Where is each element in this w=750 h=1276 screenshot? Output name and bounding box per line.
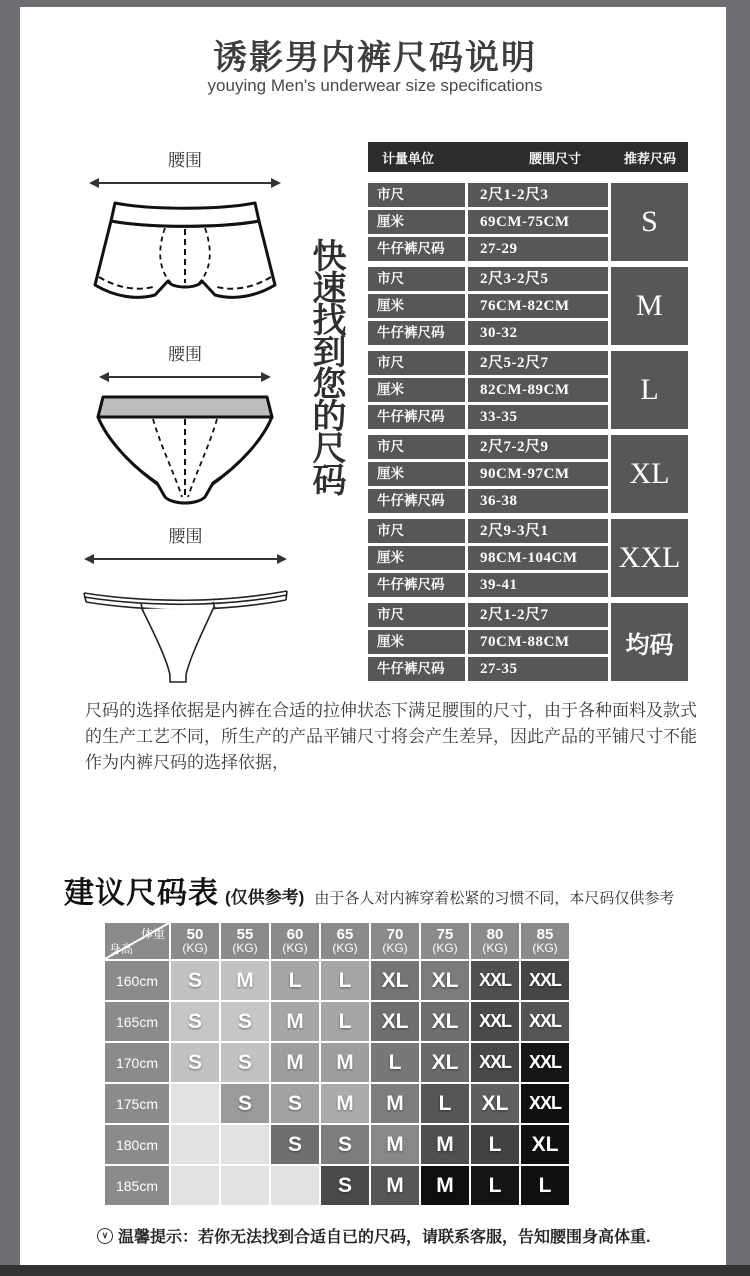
waist-value-cell: 2尺5-2尺7 bbox=[468, 351, 608, 375]
boxer-diagram bbox=[85, 146, 285, 313]
weight-value: 50 bbox=[186, 926, 204, 943]
size-grid-cell: L bbox=[521, 1166, 569, 1205]
size-grid-cell-empty bbox=[271, 1166, 319, 1205]
weight-unit: (KG) bbox=[482, 941, 508, 955]
vertical-slogan: 快速找到您的尺码 bbox=[307, 238, 344, 494]
size-grid-cell: M bbox=[371, 1125, 419, 1164]
size-grid-cell: S bbox=[171, 961, 219, 1000]
thong-diagram bbox=[78, 522, 293, 689]
briefs-diagram bbox=[85, 340, 285, 517]
weight-header-cell bbox=[371, 923, 419, 959]
weight-unit: (KG) bbox=[382, 941, 408, 955]
size-grid-cell: L bbox=[471, 1166, 519, 1205]
unit-label-cell: 市尺 bbox=[368, 603, 465, 627]
size-grid-cell: S bbox=[171, 1002, 219, 1041]
waist-value-cell: 27-29 bbox=[468, 237, 608, 261]
size-table-body bbox=[368, 183, 688, 681]
page-title: 诱影男内裤尺码说明 bbox=[213, 39, 537, 77]
weight-value: 70 bbox=[386, 926, 404, 943]
col-header-unit: 计量单位 bbox=[382, 150, 435, 166]
weight-value: 60 bbox=[286, 926, 304, 943]
weight-value: 80 bbox=[486, 926, 504, 943]
size-grid-cell: L bbox=[371, 1043, 419, 1082]
size-grid-cell: XL bbox=[421, 961, 469, 1000]
size-grid-cell-empty bbox=[221, 1166, 269, 1205]
weight-unit: (KG) bbox=[432, 941, 458, 955]
size-grid-cell: L bbox=[471, 1125, 519, 1164]
size-grid-cell: XXL bbox=[521, 1043, 569, 1082]
unit-label-cell: 市尺 bbox=[368, 351, 465, 375]
size-grid-cell: L bbox=[321, 1002, 369, 1041]
tip-row bbox=[97, 1224, 650, 1247]
weight-header-cell bbox=[171, 923, 219, 959]
weight-unit: (KG) bbox=[182, 941, 208, 955]
size-grid-cell: S bbox=[171, 1043, 219, 1082]
grid-row bbox=[105, 1043, 571, 1082]
size-grid-cell: XL bbox=[371, 1002, 419, 1041]
grid-corner-cell bbox=[105, 923, 169, 959]
waist-value-cell: 98CM-104CM bbox=[468, 546, 608, 570]
weight-header-cell bbox=[521, 923, 569, 959]
recommended-size-cell: M bbox=[611, 267, 688, 345]
suggestion-heading bbox=[64, 868, 674, 912]
size-grid-cell: S bbox=[221, 1084, 269, 1123]
unit-label-cell: 牛仔裤尺码 bbox=[368, 573, 465, 597]
weight-value: 75 bbox=[436, 926, 454, 943]
waist-value-cell: 2尺1-2尺7 bbox=[468, 603, 608, 627]
waist-value-cell: 36-38 bbox=[468, 489, 608, 513]
size-grid-cell: XXL bbox=[471, 961, 519, 1000]
frame-bottom-bar bbox=[0, 1265, 750, 1276]
boxer-sketch-icon bbox=[85, 173, 285, 313]
size-grid-cell: S bbox=[271, 1084, 319, 1123]
recommended-size-cell: 均码 bbox=[611, 603, 688, 681]
size-grid-cell: M bbox=[421, 1125, 469, 1164]
note-paragraph: 尺码的选择依据是内裤在合适的拉伸状态下满足腰围的尺寸，由于各种面料及款式的生产工艺不同，所生产的产品平铺尺寸将会产生差异，因此产品的平铺尺寸不能作为内裤尺码的选择依据， bbox=[85, 701, 697, 772]
grid-row bbox=[105, 1002, 571, 1041]
waist-label: 腰围 bbox=[168, 527, 203, 546]
size-grid-cell: XL bbox=[421, 1002, 469, 1041]
size-table bbox=[368, 142, 688, 687]
height-header-cell: 160cm bbox=[105, 961, 169, 1000]
unit-label-cell: 牛仔裤尺码 bbox=[368, 489, 465, 513]
recommended-size-cell: S bbox=[611, 183, 688, 261]
size-grid-cell-empty bbox=[171, 1125, 219, 1164]
size-grid-cell: S bbox=[321, 1166, 369, 1205]
waist-value-cell: 70CM-88CM bbox=[468, 630, 608, 654]
unit-label-cell: 厘米 bbox=[368, 378, 465, 402]
size-grid-cell: M bbox=[421, 1166, 469, 1205]
waist-value-cell: 69CM-75CM bbox=[468, 210, 608, 234]
frame-top-bar bbox=[0, 0, 750, 7]
waist-value-cell: 2尺1-2尺3 bbox=[468, 183, 608, 207]
grid-header-row bbox=[105, 923, 571, 959]
waist-label: 腰围 bbox=[168, 345, 202, 364]
size-grid-cell: M bbox=[371, 1084, 419, 1123]
recommended-size-cell: XXL bbox=[611, 519, 688, 597]
unit-label-cell: 牛仔裤尺码 bbox=[368, 405, 465, 429]
unit-label-cell: 厘米 bbox=[368, 210, 465, 234]
height-header-cell: 185cm bbox=[105, 1166, 169, 1205]
suggestion-grid bbox=[105, 923, 571, 1207]
col-header-size: 推荐尺码 bbox=[623, 150, 676, 166]
unit-label-cell: 牛仔裤尺码 bbox=[368, 321, 465, 345]
size-group bbox=[368, 519, 688, 597]
unit-label-cell: 厘米 bbox=[368, 546, 465, 570]
grid-row bbox=[105, 1084, 571, 1123]
size-grid-cell-empty bbox=[171, 1166, 219, 1205]
briefs-sketch-icon bbox=[85, 367, 285, 517]
page-subtitle: youying Men's underwear size specifications bbox=[207, 76, 543, 95]
size-group bbox=[368, 435, 688, 513]
waist-value-cell: 27-35 bbox=[468, 657, 608, 681]
size-grid-cell: M bbox=[321, 1043, 369, 1082]
waist-value-cell: 2尺7-2尺9 bbox=[468, 435, 608, 459]
size-grid-cell: M bbox=[321, 1084, 369, 1123]
height-header-cell: 180cm bbox=[105, 1125, 169, 1164]
size-grid-cell: M bbox=[271, 1002, 319, 1041]
thong-sketch-icon bbox=[78, 549, 293, 689]
size-grid-cell: XXL bbox=[521, 1084, 569, 1123]
size-grid-cell: S bbox=[271, 1125, 319, 1164]
weight-unit: (KG) bbox=[232, 941, 258, 955]
corner-height-label: 身高 bbox=[109, 942, 134, 956]
tip-text: 温馨提示：若你无法找到合适自已的尺码，请联系客服，告知腰围身高体重. bbox=[118, 1229, 651, 1246]
frame-right-bar bbox=[726, 0, 750, 1265]
size-table-header bbox=[368, 142, 688, 172]
weight-value: 55 bbox=[236, 926, 254, 943]
frame-left-bar bbox=[0, 0, 20, 1265]
size-grid-cell: L bbox=[321, 961, 369, 1000]
height-header-cell: 170cm bbox=[105, 1043, 169, 1082]
suggestion-title-note: (仅供参考) bbox=[225, 888, 305, 907]
waist-label: 腰围 bbox=[168, 151, 202, 170]
waist-value-cell: 2尺3-2尺5 bbox=[468, 267, 608, 291]
size-grid-cell: L bbox=[271, 961, 319, 1000]
weight-header-cell bbox=[221, 923, 269, 959]
size-grid-cell: XL bbox=[421, 1043, 469, 1082]
weight-header-cells bbox=[171, 923, 571, 959]
size-group bbox=[368, 351, 688, 429]
waist-value-cell: 90CM-97CM bbox=[468, 462, 608, 486]
size-grid-cell: XXL bbox=[471, 1002, 519, 1041]
weight-value: 85 bbox=[536, 926, 554, 943]
weight-header-cell bbox=[471, 923, 519, 959]
size-grid-cell: XL bbox=[371, 961, 419, 1000]
size-grid-cell-empty bbox=[171, 1084, 219, 1123]
size-grid-cell: XXL bbox=[521, 1002, 569, 1041]
size-grid-cell: S bbox=[221, 1002, 269, 1041]
size-group bbox=[368, 603, 688, 681]
waist-value-cell: 82CM-89CM bbox=[468, 378, 608, 402]
recommended-size-cell: XL bbox=[611, 435, 688, 513]
waist-value-cell: 33-35 bbox=[468, 405, 608, 429]
waist-value-cell: 76CM-82CM bbox=[468, 294, 608, 318]
waist-value-cell: 30-32 bbox=[468, 321, 608, 345]
height-header-cell: 175cm bbox=[105, 1084, 169, 1123]
unit-label-cell: 牛仔裤尺码 bbox=[368, 657, 465, 681]
unit-label-cell: 厘米 bbox=[368, 294, 465, 318]
weight-header-cell bbox=[321, 923, 369, 959]
unit-label-cell: 厘米 bbox=[368, 630, 465, 654]
size-group bbox=[368, 267, 688, 345]
size-grid-cell: XL bbox=[471, 1084, 519, 1123]
weight-header-cell bbox=[271, 923, 319, 959]
size-grid-cell: S bbox=[321, 1125, 369, 1164]
col-header-waist: 腰围尺寸 bbox=[528, 150, 581, 166]
weight-header-cell bbox=[421, 923, 469, 959]
unit-label-cell: 市尺 bbox=[368, 519, 465, 543]
unit-label-cell: 牛仔裤尺码 bbox=[368, 237, 465, 261]
size-grid-cell: XL bbox=[521, 1125, 569, 1164]
unit-label-cell: 市尺 bbox=[368, 435, 465, 459]
size-grid-cell: S bbox=[221, 1043, 269, 1082]
grid-row bbox=[105, 1125, 571, 1164]
weight-unit: (KG) bbox=[532, 941, 558, 955]
suggestion-title: 建议尺码表 bbox=[64, 877, 219, 910]
recommended-size-cell: L bbox=[611, 351, 688, 429]
weight-value: 65 bbox=[336, 926, 354, 943]
unit-label-cell: 市尺 bbox=[368, 183, 465, 207]
waist-value-cell: 39-41 bbox=[468, 573, 608, 597]
corner-weight-label: 体重 bbox=[140, 927, 165, 941]
height-header-cell: 165cm bbox=[105, 1002, 169, 1041]
unit-label-cell: 市尺 bbox=[368, 267, 465, 291]
size-grid-cell: XXL bbox=[521, 961, 569, 1000]
grid-body bbox=[105, 961, 571, 1205]
suggestion-description: 由于各人对内裤穿着松紧的习惯不同，本尺码仅供参考 bbox=[314, 890, 675, 907]
weight-unit: (KG) bbox=[332, 941, 358, 955]
size-group bbox=[368, 183, 688, 261]
grid-row bbox=[105, 1166, 571, 1205]
size-grid-cell-empty bbox=[221, 1125, 269, 1164]
size-grid-cell: XXL bbox=[471, 1043, 519, 1082]
unit-label-cell: 厘米 bbox=[368, 462, 465, 486]
size-grid-cell: M bbox=[371, 1166, 419, 1205]
size-grid-cell: L bbox=[421, 1084, 469, 1123]
grid-row bbox=[105, 961, 571, 1000]
waist-value-cell: 2尺9-3尺1 bbox=[468, 519, 608, 543]
chevron-down-circle-icon: ∨ bbox=[97, 1228, 113, 1244]
size-grid-cell: M bbox=[221, 961, 269, 1000]
size-grid-cell: M bbox=[271, 1043, 319, 1082]
weight-unit: (KG) bbox=[282, 941, 308, 955]
